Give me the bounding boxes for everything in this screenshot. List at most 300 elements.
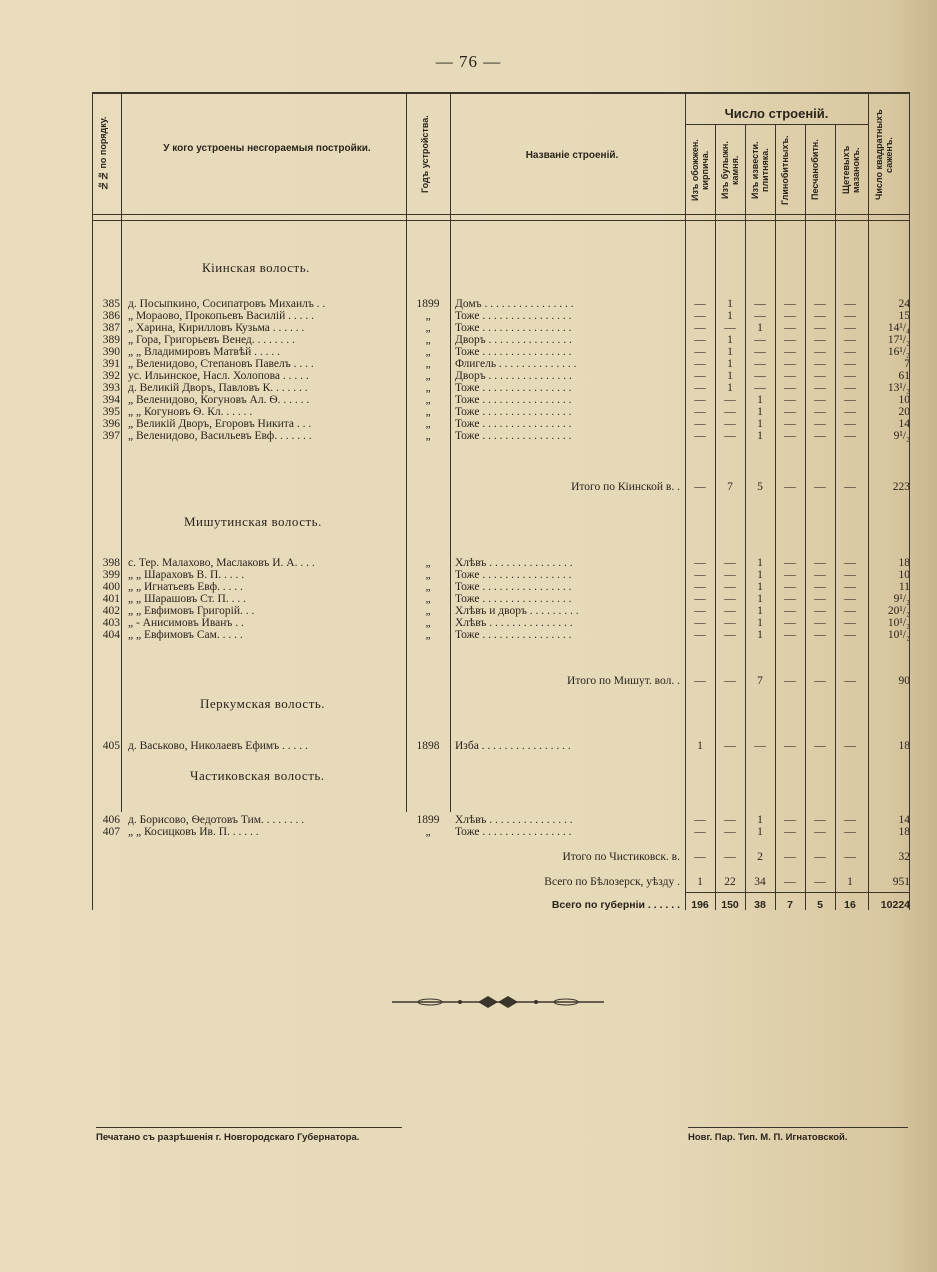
row-owner: „ Веленидово, Степановъ Павелъ . . . . — [128, 358, 314, 370]
row-count-4: — — [784, 557, 796, 569]
row-count-5: — — [814, 346, 826, 358]
total-count-4: 7 — [787, 899, 793, 911]
row-count-1: — — [694, 814, 706, 826]
row-count-2: — — [724, 557, 736, 569]
total-count-3: 7 — [757, 675, 763, 687]
row-count-2: — — [724, 569, 736, 581]
row-count-3: 1 — [757, 617, 763, 629]
total-count-2: 7 — [727, 481, 733, 493]
total-area: 90 — [898, 675, 910, 687]
row-building: Дворъ . . . . . . . . . . . . . . . — [455, 370, 572, 382]
section-total — [92, 850, 910, 864]
header-sub-6: Щетевыхъ мазанокъ. — [841, 145, 861, 195]
row-area: 24 — [898, 298, 910, 310]
row-area: 9¹/₂ — [893, 430, 910, 442]
rule-num — [121, 92, 122, 812]
row-count-4: — — [784, 814, 796, 826]
row-number: 405 — [102, 740, 120, 752]
guberniya-total — [92, 898, 910, 912]
header-sub-4: Глинобитныхъ. — [780, 135, 790, 205]
row-count-5: — — [814, 557, 826, 569]
row-number: 392 — [102, 370, 120, 382]
row-number: 401 — [102, 593, 120, 605]
row-count-2: 1 — [727, 382, 733, 394]
row-count-6: — — [844, 298, 856, 310]
total-count-6: — — [844, 481, 856, 493]
row-count-3: — — [754, 740, 766, 752]
header-year: Годъ устройства. — [420, 115, 430, 193]
top-rule — [92, 92, 910, 94]
row-count-3: — — [754, 334, 766, 346]
row-year: „ — [425, 322, 431, 334]
row-owner: „ Харина, Кирилловъ Кузьма . . . . . . — [128, 322, 305, 334]
total-label: Итого по Мишут. вол. . — [567, 675, 680, 687]
row-number: 403 — [102, 617, 120, 629]
row-count-4: — — [784, 430, 796, 442]
row-count-4: — — [784, 358, 796, 370]
row-area: 20 — [898, 406, 910, 418]
row-number: 406 — [102, 814, 120, 826]
row-count-2: 1 — [727, 310, 733, 322]
row-count-2: 1 — [727, 334, 733, 346]
row-owner: „ - Анисимовъ Иванъ . . — [128, 617, 244, 629]
total-rule — [685, 892, 910, 893]
row-count-3: 1 — [757, 557, 763, 569]
row-count-5: — — [814, 370, 826, 382]
row-owner: с. Тер. Малахово, Маслаковъ И. А. . . . — [128, 557, 315, 569]
row-count-2: — — [724, 740, 736, 752]
statistics-table — [92, 92, 910, 910]
row-count-4: — — [784, 346, 796, 358]
row-count-2: — — [724, 581, 736, 593]
rule-c1 — [715, 124, 716, 910]
row-count-1: — — [694, 346, 706, 358]
row-year: 1899 — [416, 814, 440, 826]
row-count-4: — — [784, 593, 796, 605]
rule-year — [450, 92, 451, 812]
row-building: Тоже . . . . . . . . . . . . . . . . — [455, 346, 572, 358]
header-sub-2: Изъ булыжн. камня. — [720, 141, 740, 199]
header-sub-3: Изъ извести. плитняка. — [750, 141, 770, 199]
row-count-6: — — [844, 418, 856, 430]
header-rule — [92, 214, 910, 215]
row-number: 398 — [102, 557, 120, 569]
row-count-4: — — [784, 334, 796, 346]
row-count-4: — — [784, 382, 796, 394]
row-owner: „ „ Косицковъ Ив. П. . . . . . — [128, 826, 259, 838]
row-count-3: 1 — [757, 394, 763, 406]
row-count-2: 1 — [727, 358, 733, 370]
row-count-2: — — [724, 406, 736, 418]
total-count-1: 196 — [691, 899, 709, 911]
row-count-2: 1 — [727, 346, 733, 358]
row-count-3: — — [754, 298, 766, 310]
row-count-1: — — [694, 382, 706, 394]
row-count-6: — — [844, 322, 856, 334]
ornament-divider — [390, 992, 606, 1012]
row-year: „ — [425, 557, 431, 569]
row-area: 16¹/₂ — [887, 346, 910, 358]
row-count-1: — — [694, 605, 706, 617]
row-year: „ — [425, 629, 431, 641]
rule-owner — [406, 92, 407, 812]
row-count-4: — — [784, 394, 796, 406]
row-year: „ — [425, 394, 431, 406]
row-owner: д. Борисово, Ѳедотовъ Тим. . . . . . . . — [128, 814, 305, 826]
row-building: Изба . . . . . . . . . . . . . . . . — [455, 740, 571, 752]
total-count-5: — — [814, 675, 826, 687]
header-group: Число строеній. — [724, 106, 829, 121]
row-count-2: — — [724, 430, 736, 442]
header-sub-1: Изъ обожжен. кирпича. — [690, 139, 710, 201]
total-count-1: — — [694, 675, 706, 687]
row-count-5: — — [814, 358, 826, 370]
total-area: 10224 — [880, 899, 910, 911]
row-count-1: — — [694, 394, 706, 406]
row-owner: „ „ Шараховъ В. П. . . . . — [128, 569, 245, 581]
row-count-6: — — [844, 569, 856, 581]
row-count-1: 1 — [697, 740, 703, 752]
row-number: 391 — [102, 358, 120, 370]
row-building: Тоже . . . . . . . . . . . . . . . . — [455, 382, 572, 394]
total-count-5: — — [814, 876, 826, 888]
row-year: 1899 — [416, 298, 440, 310]
row-count-3: 1 — [757, 418, 763, 430]
row-number: 387 — [102, 322, 120, 334]
row-area: 61 — [898, 370, 910, 382]
row-count-3: 1 — [757, 605, 763, 617]
row-year: „ — [425, 370, 431, 382]
row-year: „ — [425, 346, 431, 358]
row-area: 10¹/₂ — [887, 617, 910, 629]
row-count-4: — — [784, 322, 796, 334]
row-building: Тоже . . . . . . . . . . . . . . . . — [455, 394, 572, 406]
row-owner: „ „ Шарашовъ Ст. П. . . . — [128, 593, 246, 605]
total-area: 223 — [892, 481, 910, 493]
row-count-1: — — [694, 430, 706, 442]
row-owner: д. Васьково, Николаевъ Ефимъ . . . . . — [128, 740, 308, 752]
row-count-4: — — [784, 617, 796, 629]
row-area: 11 — [898, 581, 910, 593]
total-count-5: — — [814, 481, 826, 493]
row-count-4: — — [784, 826, 796, 838]
row-number: 397 — [102, 430, 120, 442]
row-count-1: — — [694, 617, 706, 629]
total-count-3: 38 — [754, 899, 766, 911]
row-count-1: — — [694, 358, 706, 370]
row-count-6: — — [844, 358, 856, 370]
row-count-1: — — [694, 310, 706, 322]
row-year: „ — [425, 406, 431, 418]
row-area: 17¹/₂ — [887, 334, 910, 346]
total-count-3: 34 — [754, 876, 766, 888]
row-count-6: — — [844, 406, 856, 418]
row-count-6: — — [844, 617, 856, 629]
row-count-6: — — [844, 826, 856, 838]
row-owner: д. Великій Дворъ, Павловъ К. . . . . . . — [128, 382, 308, 394]
row-building: Тоже . . . . . . . . . . . . . . . . — [455, 629, 572, 641]
row-building: Тоже . . . . . . . . . . . . . . . . — [455, 310, 572, 322]
total-count-4: — — [784, 481, 796, 493]
row-count-6: — — [844, 310, 856, 322]
row-count-4: — — [784, 418, 796, 430]
header-area: Число квадратныхъ саженъ. — [874, 109, 894, 201]
row-year: „ — [425, 358, 431, 370]
row-count-1: — — [694, 581, 706, 593]
row-count-1: — — [694, 629, 706, 641]
row-count-3: 1 — [757, 406, 763, 418]
row-owner: „ Великій Дворъ, Егоровъ Никита . . . — [128, 418, 312, 430]
row-year: „ — [425, 593, 431, 605]
row-count-4: — — [784, 605, 796, 617]
row-owner: „ Гора, Григорьевъ Венед. . . . . . . . — [128, 334, 295, 346]
row-area: 10 — [898, 394, 910, 406]
row-count-5: — — [814, 826, 826, 838]
row-count-3: 1 — [757, 814, 763, 826]
row-owner: д. Посыпкино, Сосипатровъ Михаилъ . . — [128, 298, 326, 310]
row-count-3: 1 — [757, 322, 763, 334]
row-number: 396 — [102, 418, 120, 430]
table-row — [92, 740, 910, 753]
row-number: 404 — [102, 629, 120, 641]
row-count-2: — — [724, 418, 736, 430]
row-year: „ — [425, 569, 431, 581]
row-count-1: — — [694, 826, 706, 838]
row-count-4: — — [784, 581, 796, 593]
row-building: Домъ . . . . . . . . . . . . . . . . — [455, 298, 574, 310]
row-number: 393 — [102, 382, 120, 394]
row-count-3: — — [754, 370, 766, 382]
row-count-1: — — [694, 298, 706, 310]
row-area: 10 — [898, 569, 910, 581]
row-count-3: — — [754, 382, 766, 394]
header-num: №№ по порядку. — [98, 116, 108, 192]
section-title: Перкумская волость. — [200, 696, 326, 711]
row-year: „ — [425, 334, 431, 346]
row-area: 20¹/₂ — [887, 605, 910, 617]
row-count-2: — — [724, 814, 736, 826]
header-rule-2 — [92, 220, 910, 221]
row-owner: „ „ Владимировъ Матвѣй . . . . . — [128, 346, 281, 358]
rule-left — [92, 92, 93, 910]
row-count-6: — — [844, 557, 856, 569]
total-label: Итого по Чистиковск. в. — [562, 851, 680, 863]
row-number: 390 — [102, 346, 120, 358]
row-count-6: — — [844, 740, 856, 752]
total-count-2: — — [724, 675, 736, 687]
row-count-2: — — [724, 322, 736, 334]
row-count-5: — — [814, 334, 826, 346]
row-owner: „ Веленидово, Когуновъ Ал. Ѳ. . . . . . — [128, 394, 310, 406]
row-owner: „ „ Евфимовъ Сам. . . . . — [128, 629, 243, 641]
row-number: 407 — [102, 826, 120, 838]
row-building: Хлѣвъ . . . . . . . . . . . . . . . — [455, 557, 573, 569]
row-count-5: — — [814, 617, 826, 629]
section-title: Частиковская волость. — [190, 768, 325, 783]
total-count-3: 5 — [757, 481, 763, 493]
section-title: Кіинская волость. — [202, 260, 310, 275]
row-building: Тоже . . . . . . . . . . . . . . . . — [455, 322, 572, 334]
row-count-2: — — [724, 826, 736, 838]
row-year: „ — [425, 605, 431, 617]
row-count-3: — — [754, 310, 766, 322]
row-count-1: — — [694, 569, 706, 581]
row-number: 389 — [102, 334, 120, 346]
total-count-4: — — [784, 675, 796, 687]
page-number: — 76 — — [435, 52, 502, 71]
group-rule — [685, 124, 868, 125]
row-area: 18 — [898, 826, 910, 838]
row-count-4: — — [784, 298, 796, 310]
row-count-3: 1 — [757, 629, 763, 641]
row-count-1: — — [694, 557, 706, 569]
total-count-6: 1 — [847, 876, 853, 888]
row-area: 9¹/₂ — [893, 593, 910, 605]
row-building: Тоже . . . . . . . . . . . . . . . . — [455, 418, 572, 430]
row-building: Тоже . . . . . . . . . . . . . . . . — [455, 826, 572, 838]
row-area: 18 — [898, 740, 910, 752]
row-number: 386 — [102, 310, 120, 322]
rule-name — [685, 92, 686, 910]
total-count-3: 2 — [757, 851, 763, 863]
uezd-total — [92, 875, 910, 889]
total-label: Итого по Кіинской в. . — [571, 481, 680, 493]
row-count-5: — — [814, 581, 826, 593]
total-label: Всего по Бѣлозерск, уѣзду . — [544, 876, 680, 888]
row-count-4: — — [784, 569, 796, 581]
row-building: Тоже . . . . . . . . . . . . . . . . — [455, 406, 572, 418]
total-count-2: 22 — [724, 876, 736, 888]
total-count-1: — — [694, 481, 706, 493]
row-area: 14 — [898, 418, 910, 430]
row-count-6: — — [844, 430, 856, 442]
table-row — [92, 826, 910, 839]
row-owner: „ Морaово, Прокопьевъ Василій . . . . . — [128, 310, 315, 322]
rule-right — [909, 92, 910, 910]
header-name: Названіе строеній. — [525, 150, 619, 161]
rule-c3 — [775, 124, 776, 910]
row-area: 15 — [898, 310, 910, 322]
row-building: Хлѣвъ . . . . . . . . . . . . . . . — [455, 814, 573, 826]
row-count-5: — — [814, 322, 826, 334]
row-number: 400 — [102, 581, 120, 593]
row-count-5: — — [814, 605, 826, 617]
row-count-6: — — [844, 593, 856, 605]
row-count-5: — — [814, 298, 826, 310]
row-owner: ус. Ильинское, Насл. Холопова . . . . . — [128, 370, 309, 382]
row-year: „ — [425, 430, 431, 442]
rule-c2 — [745, 124, 746, 910]
row-building: Тоже . . . . . . . . . . . . . . . . — [455, 581, 572, 593]
rule-c6 — [868, 92, 869, 910]
header-sub-5: Песчанобитн. — [810, 139, 820, 201]
row-count-3: 1 — [757, 593, 763, 605]
row-building: Флигель . . . . . . . . . . . . . . — [455, 358, 577, 370]
row-count-2: — — [724, 593, 736, 605]
row-count-6: — — [844, 581, 856, 593]
row-number: 395 — [102, 406, 120, 418]
total-count-6: 16 — [844, 899, 856, 911]
row-count-1: — — [694, 334, 706, 346]
row-area: 14¹/₄ — [887, 322, 910, 334]
row-year: „ — [425, 418, 431, 430]
total-count-4: — — [784, 851, 796, 863]
row-count-6: — — [844, 814, 856, 826]
footer-imprimatur: Печатано съ разрѣшенія г. Новгородскаго Губернатора. — [96, 1132, 360, 1143]
row-count-5: — — [814, 310, 826, 322]
total-count-2: — — [724, 851, 736, 863]
row-area: 14 — [898, 814, 910, 826]
row-count-3: — — [754, 346, 766, 358]
row-count-5: — — [814, 406, 826, 418]
row-count-5: — — [814, 593, 826, 605]
row-building: Дворъ . . . . . . . . . . . . . . . — [455, 334, 572, 346]
row-area: 13¹/₂ — [887, 382, 910, 394]
row-count-6: — — [844, 334, 856, 346]
row-number: 399 — [102, 569, 120, 581]
row-count-2: 1 — [727, 298, 733, 310]
row-count-2: — — [724, 394, 736, 406]
row-count-4: — — [784, 310, 796, 322]
row-year: „ — [425, 310, 431, 322]
rule-c4 — [805, 124, 806, 910]
row-building: Хлѣвъ и дворъ . . . . . . . . . — [455, 605, 579, 617]
total-count-1: 1 — [697, 876, 703, 888]
row-year: „ — [425, 382, 431, 394]
row-count-4: — — [784, 740, 796, 752]
row-count-5: — — [814, 740, 826, 752]
total-count-6: — — [844, 675, 856, 687]
row-building: Тоже . . . . . . . . . . . . . . . . — [455, 569, 572, 581]
rule-c5 — [835, 124, 836, 910]
total-count-2: 150 — [721, 899, 739, 911]
row-count-3: 1 — [757, 569, 763, 581]
row-count-1: — — [694, 593, 706, 605]
row-count-2: — — [724, 605, 736, 617]
total-label: Всего по губерніи . . . . . . — [551, 899, 680, 911]
total-count-1: — — [694, 851, 706, 863]
row-count-5: — — [814, 418, 826, 430]
row-count-6: — — [844, 346, 856, 358]
row-count-6: — — [844, 605, 856, 617]
row-year: „ — [425, 826, 431, 838]
row-building: Тоже . . . . . . . . . . . . . . . . — [455, 430, 572, 442]
row-count-5: — — [814, 569, 826, 581]
row-count-6: — — [844, 394, 856, 406]
row-count-2: — — [724, 629, 736, 641]
row-count-6: — — [844, 382, 856, 394]
header-owner: У кого устроены несгораемыя постройки. — [163, 143, 371, 154]
table-row — [92, 629, 910, 642]
row-area: 7 — [904, 358, 910, 370]
row-count-3: 1 — [757, 430, 763, 442]
total-area: 32 — [898, 851, 910, 863]
row-year: „ — [425, 617, 431, 629]
total-area: 951 — [892, 876, 910, 888]
row-number: 402 — [102, 605, 120, 617]
row-count-5: — — [814, 629, 826, 641]
section-total — [92, 674, 910, 688]
row-count-3: 1 — [757, 581, 763, 593]
total-count-5: — — [814, 851, 826, 863]
row-count-5: — — [814, 814, 826, 826]
row-building: Тоже . . . . . . . . . . . . . . . . — [455, 593, 572, 605]
row-count-5: — — [814, 382, 826, 394]
row-year: „ — [425, 581, 431, 593]
row-owner: „ Веленидово, Васильевъ Евф. . . . . . . — [128, 430, 312, 442]
row-count-6: — — [844, 370, 856, 382]
footer-rule-left — [96, 1127, 402, 1128]
